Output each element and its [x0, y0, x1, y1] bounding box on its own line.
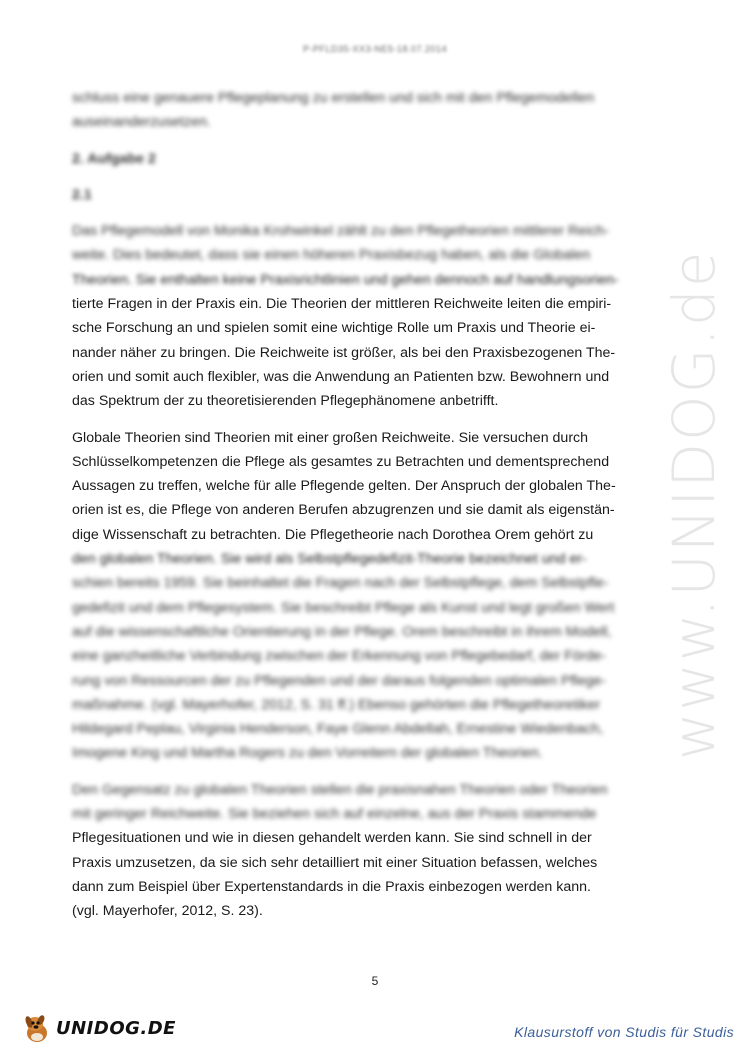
text-line: schluss eine genauere Pflegeplanung zu erstellen und sich mit den Pflegemodellen [72, 90, 595, 106]
paragraph-mid-range-theories [72, 219, 619, 413]
text-line: auf die wissenschaftliche Orientierung in der Pflege. Orem beschreibt in ihrem Modell, [72, 623, 612, 640]
text-line: Pflegesituationen und wie in diesen gehandelt werden kann. Sie sind schnell in der [72, 830, 592, 847]
paragraph-practice-theories [72, 778, 607, 924]
text-line: weite. Dies bedeutet, dass sie einen höheren Praxisbezug haben, als die Globalen [72, 247, 591, 264]
section-heading: 2. Aufgabe 2 [72, 150, 156, 167]
text-line: auseinanderzusetzen. [72, 114, 211, 131]
text-line: das Spektrum der zu theoretisierenden Pflegephänomene anbetrifft. [72, 393, 499, 410]
footer-slogan: Klausurstoff von Studis für Studis [514, 1024, 734, 1040]
text-line: den globalen Theorien. Sie wird als Selbstpflegedefizit-Theorie bezeichnet und er- [72, 551, 587, 568]
text-line: eine ganzheitliche Verbindung zwischen der Erkennung von Pflegebedarf, der Förde- [72, 648, 606, 665]
text-line: dige Wissenschaft zu betrachten. Die Pflegetheorie nach Dorothea Orem gehört zu [72, 526, 594, 543]
text-line: mit geringer Reichweite. Sie beziehen sich auf einzelne, aus der Praxis stammende [72, 806, 597, 823]
text-line: nander näher zu bringen. Die Reichweite ist größer, als bei den Praxisbezogenen The- [72, 344, 616, 361]
text-line: Theorien. Sie enthalten keine Praxisrichtlinien und gehen dennoch auf handlungsorien- [72, 271, 619, 288]
text-line: (vgl. Mayerhofer, 2012, S. 23). [72, 903, 263, 920]
text-line: Den Gegensatz zu globalen Theorien stellen die praxisnahen Theorien oder Theorien [72, 781, 608, 798]
text-line: gedefizit und dem Pflegesystem. Sie beschreibt Pflege als Kunst und legt großen Wert [72, 599, 615, 616]
text-line: dann zum Beispiel über Expertenstandards in die Praxis einbezogen werden kann. [72, 878, 591, 895]
paragraph-global-theories [72, 426, 616, 766]
text-line: schien bereits 1959. Sie beinhaltet die Fragen nach der Selbstpflege, dem Selbstpfle- [72, 575, 609, 592]
intro-paragraph [72, 86, 607, 135]
document-body [72, 86, 619, 936]
page-header: P-PFLD35-XX3-NE5-18.07.2014 [302, 44, 448, 54]
text-line: Hildegard Peplau, Virginia Henderson, Faye Glenn Abdellah, Ernestine Wiedenbach, [72, 721, 604, 738]
logo-text: UNIDOG.DE [56, 1017, 176, 1039]
text-line: orien ist es, die Pflege von anderen Berufen abzugrenzen und sie damit als eigenstän- [72, 502, 615, 519]
unidog-logo[interactable] [20, 1010, 176, 1046]
text-line: tierte Fragen in der Praxis ein. Die Theorien der mittleren Reichweite leiten die empiri- [72, 296, 612, 313]
text-line: Imogene King und Martha Rogers zu den Vorreitern der globalen Theorien. [72, 745, 543, 762]
dog-mascot-icon [20, 1011, 54, 1045]
text-line: sche Forschung an und spielen somit eine wichtige Rolle um Praxis und Theorie ei- [72, 320, 596, 337]
text-line: rung von Ressourcen der zu Pflegenden und der daraus folgenden optimalen Pflege- [72, 672, 606, 689]
text-line: Das Pflegemodell von Monika Krohwinkel zählt zu den Pflegetheorien mittlerer Reich- [72, 223, 610, 240]
text-line: Praxis umzusetzen, da sie sich sehr detailliert mit einer Situation befassen, welches [72, 854, 598, 871]
text-line: orien und somit auch flexibler, was die Anwendung an Patienten bzw. Bewohnern und [72, 368, 610, 385]
text-line: maßnahme. (vgl. Mayerhofer, 2012, S. 31 ff.) Ebenso gehörten die Pflegetheoretiker [72, 696, 601, 713]
text-line: Schlüsselkompetenzen die Pflege als gesamtes zu Betrachten und dementsprechend [72, 453, 610, 470]
watermark-text: www.UNIDOG.de [660, 249, 728, 760]
subsection-heading: 2.1 [72, 186, 92, 203]
page-number: 5 [371, 974, 379, 988]
text-line: Aussagen zu treffen, welche für alle Pflegende gelten. Der Anspruch der globalen The- [72, 478, 616, 495]
text-line: Globale Theorien sind Theorien mit einer großen Reichweite. Sie versuchen durch [72, 429, 589, 446]
